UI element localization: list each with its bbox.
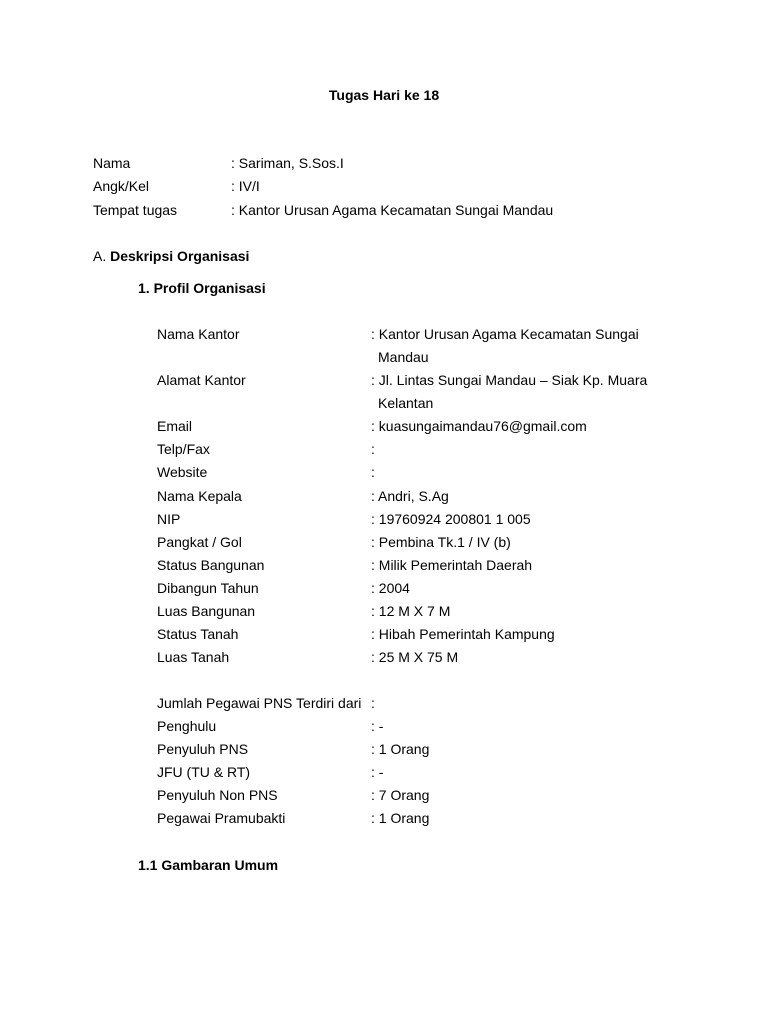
identity-label: Angk/Kel [93,178,150,194]
section-a-heading [93,248,249,265]
staff-label: Penghulu [157,718,217,734]
profile-value: : 25 M X 75 M [371,649,459,665]
profile-label: Status Tanah [157,626,239,642]
document-title: Tugas Hari ke 18 [328,87,440,103]
profile-value-continued: Mandau [378,349,429,365]
staff-label: Pegawai Pramubakti [157,810,286,826]
profile-value: : Kantor Urusan Agama Kecamatan Sungai [371,326,639,342]
section-a-prefix: A. [93,248,107,264]
profile-label: Alamat Kantor [157,372,246,388]
profile-value: : Milik Pemerintah Daerah [371,557,533,573]
profile-label: Nama Kepala [157,488,242,504]
profile-value: : [371,464,375,480]
profile-value-continued: Kelantan [378,395,434,411]
staff-label: Penyuluh PNS [157,741,249,757]
section-a-title: Deskripsi Organisasi [110,248,250,264]
staff-header-value: : [371,695,375,711]
staff-value: : - [371,764,384,780]
identity-value: : Sariman, S.Sos.I [231,155,344,171]
subsection-profil-heading: 1. Profil Organisasi [138,280,266,296]
profile-label: Luas Tanah [157,649,230,665]
profile-label: Website [157,464,208,480]
profile-label: Status Bangunan [157,557,265,573]
subsection-gambaran-umum-heading: 1.1 Gambaran Umum [138,857,279,873]
profile-value: : [371,441,375,457]
identity-value: : Kantor Urusan Agama Kecamatan Sungai Mandau [231,202,554,218]
profile-label: Email [157,418,193,434]
identity-label: Tempat tugas [93,202,178,218]
staff-value: : 1 Orang [371,741,430,757]
staff-value: : 7 Orang [371,787,430,803]
profile-label: Nama Kantor [157,326,240,342]
profile-value: : Jl. Lintas Sungai Mandau – Siak Kp. Muara [371,372,648,388]
profile-value: : Pembina Tk.1 / IV (b) [371,534,511,550]
staff-header-label: Jumlah Pegawai PNS Terdiri dari [157,695,362,711]
profile-value: : kuasungaimandau76@gmail.com [371,418,587,434]
profile-value: : Hibah Pemerintah Kampung [371,626,555,642]
profile-value: : 12 M X 7 M [371,603,451,619]
identity-value: : IV/I [231,178,260,194]
profile-label: Dibangun Tahun [157,580,259,596]
profile-value: : Andri, S.Ag [371,488,449,504]
profile-label: Telp/Fax [157,441,210,457]
staff-label: JFU (TU & RT) [157,764,251,780]
staff-value: : 1 Orang [371,810,430,826]
profile-value: : 19760924 200801 1 005 [371,511,531,527]
profile-label: Luas Bangunan [157,603,256,619]
staff-value: : - [371,718,384,734]
staff-label: Penyuluh Non PNS [157,787,278,803]
profile-value: : 2004 [371,580,410,596]
profile-label: NIP [157,511,181,527]
identity-label: Nama [93,155,131,171]
profile-label: Pangkat / Gol [157,534,242,550]
